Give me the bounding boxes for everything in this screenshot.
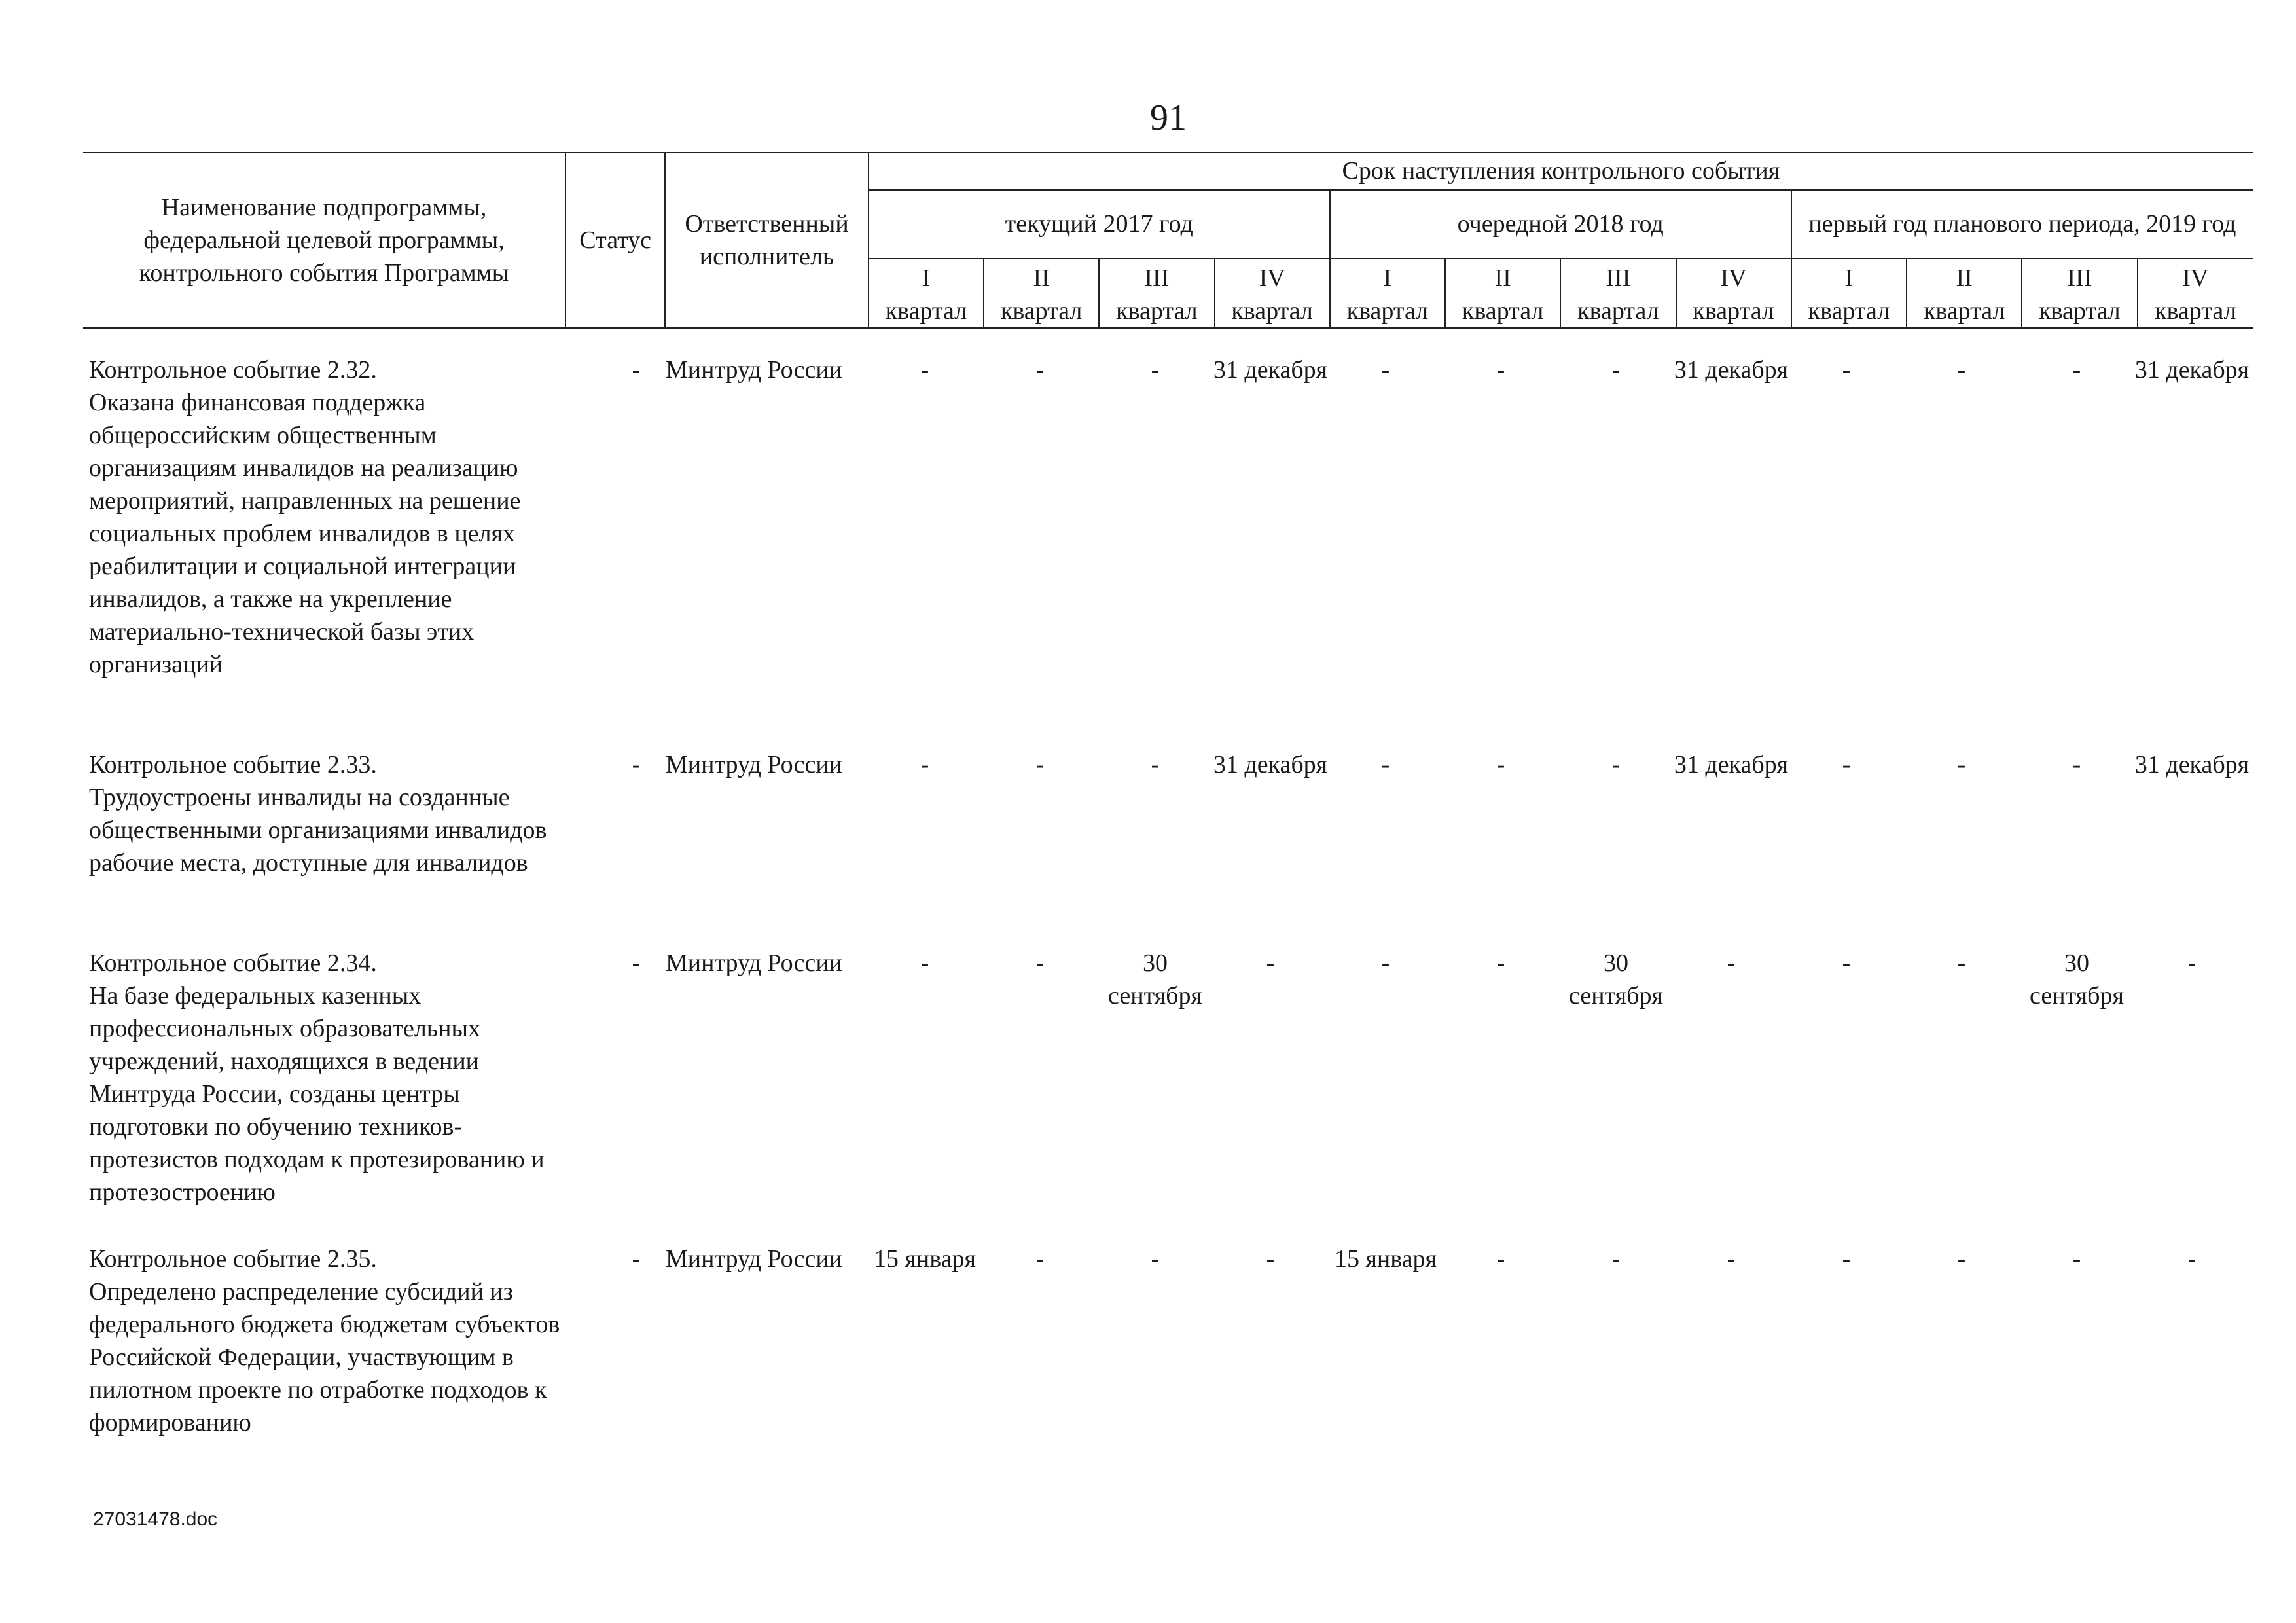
quarter-header: III квартал (2022, 259, 2137, 328)
quarter-cell: 31 декабря (2134, 751, 2250, 778)
quarter-cell: - (1035, 949, 1045, 977)
quarter-cell: - (2187, 949, 2197, 977)
quarter-cell: 31 декабря (1674, 751, 1789, 778)
page-number: 91 (1150, 98, 1187, 138)
quarter-cell: - (1611, 751, 1621, 778)
event-executor: Минтруд России (665, 356, 842, 384)
quarter-cell: - (1842, 751, 1851, 778)
period-header-2018: очередной 2018 год (1330, 190, 1791, 259)
quarter-cell: 31 декабря (1674, 356, 1789, 384)
quarter-cell: - (1035, 356, 1045, 384)
period-header-2019: первый год планового периода, 2019 год (1791, 190, 2253, 259)
quarter-header: I квартал (869, 259, 984, 328)
quarter-cell: - (1496, 1245, 1505, 1273)
quarter-cell: 30 сентября (1108, 949, 1202, 1010)
quarter-header: II квартал (984, 259, 1099, 328)
quarter-cell: - (1266, 949, 1275, 977)
quarter-cell: - (1496, 356, 1505, 384)
column-header-name: Наименование подпрограммы, федеральной целевой программы, контрольного события Программы (83, 153, 565, 328)
column-header-deadline-group: Срок наступления контрольного события (869, 153, 2253, 190)
quarter-cell: - (1727, 949, 1736, 977)
column-header-executor: Ответственный исполнитель (665, 153, 868, 328)
quarter-cell: 15 января (1334, 1245, 1437, 1273)
quarter-cell: 30 сентября (1569, 949, 1663, 1010)
event-name: Контрольное событие 2.33. Трудоустроены инвалиды на созданные общественными организациями инвалидов рабочие места, доступные для инвалидов (89, 751, 547, 877)
quarter-cell: - (1266, 1245, 1275, 1273)
quarter-cell: - (1496, 949, 1505, 977)
quarter-cell: 31 декабря (2134, 356, 2250, 384)
quarter-cell: - (1035, 1245, 1045, 1273)
table-row (83, 748, 2253, 919)
table-header (83, 152, 2253, 329)
quarter-header: III квартал (1099, 259, 1214, 328)
quarter-header: I квартал (1330, 259, 1445, 328)
quarter-header: IV квартал (1215, 259, 1330, 328)
quarter-cell: - (920, 949, 929, 977)
quarter-cell: - (1957, 751, 1966, 778)
quarter-cell: - (1381, 356, 1390, 384)
event-status: - (632, 751, 641, 778)
event-status: - (632, 356, 641, 384)
quarter-cell: - (1727, 1245, 1736, 1273)
quarter-cell: - (1957, 949, 1966, 977)
quarter-cell: - (2187, 1245, 2197, 1273)
column-header-status: Статус (565, 153, 665, 328)
event-name: Контрольное событие 2.32. Оказана финансовая поддержка общероссийским общественным организациям инвалидов на реализацию мероприятий, направленных на решение социальных проблем инвалидов в целях реабилитации и социальной интеграции инвалидов, а также на укрепление материально-технической базы этих организаций (89, 356, 521, 678)
quarter-cell: - (1151, 1245, 1160, 1273)
quarter-header: IV квартал (1676, 259, 1791, 328)
quarter-cell: - (1151, 356, 1160, 384)
event-executor: Минтруд России (665, 1245, 842, 1273)
quarter-header: II квартал (1907, 259, 2022, 328)
quarter-cell: - (1381, 949, 1390, 977)
quarter-cell: - (1842, 1245, 1851, 1273)
quarter-cell: 30 сентября (2030, 949, 2124, 1010)
event-executor: Минтруд России (665, 949, 842, 977)
table-row (83, 947, 2253, 1215)
event-status: - (632, 1245, 641, 1273)
quarter-header: III квартал (1560, 259, 1676, 328)
quarter-cell: - (1611, 356, 1621, 384)
quarter-cell: 31 декабря (1213, 356, 1328, 384)
quarter-header: IV квартал (2138, 259, 2253, 328)
event-status: - (632, 949, 641, 977)
quarter-cell: - (1611, 1245, 1621, 1273)
quarter-header: II квартал (1445, 259, 1560, 328)
event-name: Контрольное событие 2.35. Определено распределение субсидий из федерального бюджета бюджетам субъектов Российской Федерации, участвующим в пилотном проекте по отработке подходов к формированию (89, 1245, 560, 1436)
quarter-cell: - (1842, 356, 1851, 384)
event-name: Контрольное событие 2.34. На базе федеральных казенных профессиональных образовательных учреждений, находящихся в ведении Минтруда России, созданы центры подготовки по обучению техников-протезистов подходам к протезированию и протезостроению (89, 949, 545, 1206)
quarter-cell: - (1842, 949, 1851, 977)
table-row (83, 354, 2253, 720)
quarter-cell: 15 января (873, 1245, 977, 1273)
quarter-cell: 31 декабря (1213, 751, 1328, 778)
event-executor: Минтруд России (665, 751, 842, 778)
quarter-cell: - (1957, 356, 1966, 384)
quarter-header: I квартал (1791, 259, 1907, 328)
quarter-cell: - (2072, 356, 2081, 384)
quarter-cell: - (920, 356, 929, 384)
quarter-cell: - (2072, 751, 2081, 778)
footer-doc-id: 27031478.doc (93, 1508, 218, 1530)
quarter-cell: - (1035, 751, 1045, 778)
quarter-cell: - (1496, 751, 1505, 778)
quarter-cell: - (1381, 751, 1390, 778)
quarter-cell: - (1957, 1245, 1966, 1273)
quarter-cell: - (1151, 751, 1160, 778)
period-header-2017: текущий 2017 год (869, 190, 1330, 259)
table-row (83, 1243, 2253, 1446)
quarter-cell: - (920, 751, 929, 778)
quarter-cell: - (2072, 1245, 2081, 1273)
